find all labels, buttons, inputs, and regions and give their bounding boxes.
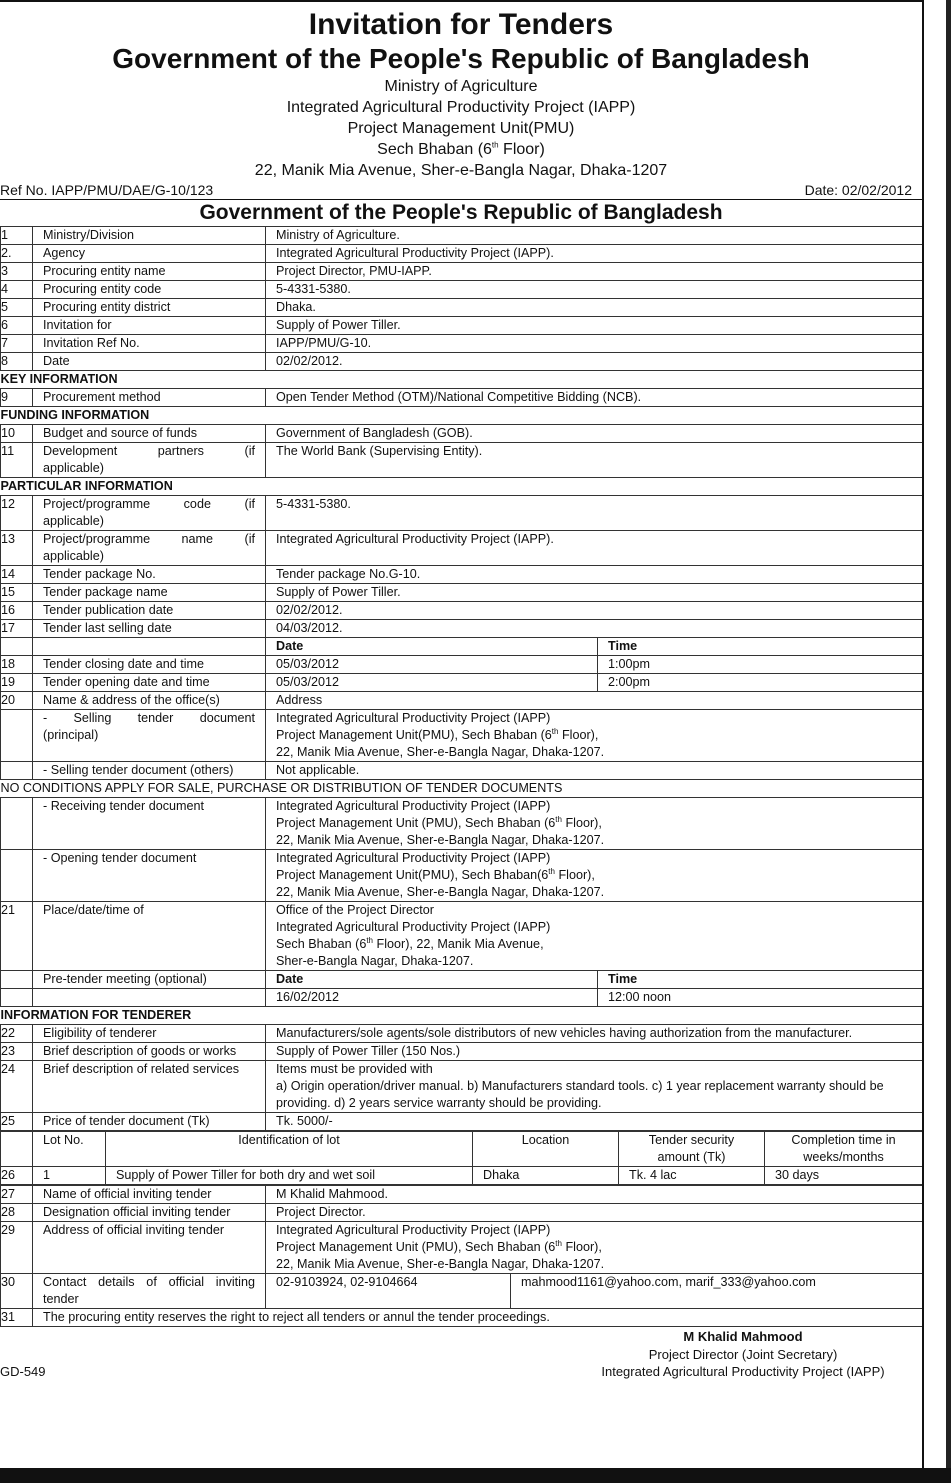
lot-location: Dhaka bbox=[473, 1167, 619, 1185]
section-funding-label: FUNDING INFORMATION bbox=[1, 407, 923, 425]
row-label: Date bbox=[33, 353, 266, 371]
lot-header-row bbox=[1, 1132, 923, 1167]
table-row: 3 Procuring entity name Project Director, PMU-IAPP. bbox=[1, 263, 923, 281]
lot-no: 1 bbox=[33, 1167, 106, 1185]
row-value: 04/03/2012. bbox=[266, 620, 923, 638]
row-label: Tender publication date bbox=[33, 602, 266, 620]
table-row: 15 Tender package name Supply of Power Tiller. bbox=[1, 584, 923, 602]
address-value: Integrated Agricultural Productivity Project (IAPP) Project Management Unit(PMU), Sech Bhaban (6th Floor), 22, Manik Mia Avenue, Sher-e-Bangla Nagar, Dhaka-1207. bbox=[266, 710, 923, 762]
address: 22, Manik Mia Avenue, Sher-e-Bangla Nagar, Dhaka-1207 bbox=[254, 162, 668, 179]
row-label: Tender package No. bbox=[33, 566, 266, 584]
row-label: Procuring entity district bbox=[33, 299, 266, 317]
row-label: Invitation for bbox=[33, 317, 266, 335]
opening-time: 2:00pm bbox=[598, 674, 923, 692]
row-value: 02/02/2012. bbox=[266, 602, 923, 620]
table-row: 29 Address of official inviting tender Integrated Agricultural Productivity Project (IAPP) Project Management Unit (PMU), Sech Bhaban (6th Floor), 22, Manik Mia Avenue, Sher-e-Bangla Nagar, Dhaka-1207. bbox=[1, 1222, 923, 1274]
notice-date: Date: 02/02/2012 bbox=[804, 182, 912, 198]
row-label: - Selling tender document (principal) bbox=[33, 710, 266, 762]
selling-principal-row bbox=[1, 710, 923, 762]
lot-table bbox=[0, 1131, 923, 1185]
table-row: 2. Agency Integrated Agricultural Productivity Project (IAPP). bbox=[1, 245, 923, 263]
location-header: Location bbox=[473, 1132, 619, 1167]
signatory-project: Integrated Agricultural Productivity Project (IAPP) bbox=[601, 1364, 885, 1379]
government-title: Government of the People's Republic of Bangladesh bbox=[112, 43, 810, 74]
receiving-row: - Receiving tender document Integrated Agricultural Productivity Project (IAPP) Project Management Unit (PMU), Sech Bhaban (6th Floor), 22, Manik Mia Avenue, Sher-e-Bangla Nagar, Dhaka-1207. bbox=[1, 798, 923, 850]
row-label: Name & address of the office(s) bbox=[33, 692, 266, 710]
section-conditions-label: NO CONDITIONS APPLY FOR SALE, PURCHASE OR DISTRIBUTION OF TENDER DOCUMENTS bbox=[1, 780, 923, 798]
row-label: Procurement method bbox=[33, 389, 266, 407]
signature-block bbox=[0, 1327, 922, 1385]
row-value: Address bbox=[266, 692, 923, 710]
row-value: Government of Bangladesh (GOB). bbox=[266, 425, 923, 443]
row-value: 02/02/2012. bbox=[266, 353, 923, 371]
lot-identification: Supply of Power Tiller for both dry and wet soil bbox=[106, 1167, 473, 1185]
lot-completion: 30 days bbox=[765, 1167, 923, 1185]
lot-no-header: Lot No. bbox=[33, 1132, 106, 1167]
row-label: Tender package name bbox=[33, 584, 266, 602]
reference-line bbox=[0, 181, 922, 199]
pretender-time: 12:00 noon bbox=[598, 989, 923, 1007]
address-value: Office of the Project Director Integrated Agricultural Productivity Project (IAPP) Sech Bhaban (6th Floor), 22, Manik Mia Avenue, Sher-e-Bangla Nagar, Dhaka-1207. bbox=[266, 902, 923, 971]
closing-date: 05/03/2012 bbox=[266, 656, 598, 674]
table-row: 12 Project/programme code (if applicable) 5-4331-5380. bbox=[1, 496, 923, 531]
table-row: 4 Procuring entity code 5-4331-5380. bbox=[1, 281, 923, 299]
bottom-border bbox=[0, 1468, 951, 1483]
signatory-title: Project Director (Joint Secretary) bbox=[648, 1347, 838, 1362]
section-particular bbox=[1, 478, 923, 496]
identification-header: Identification of lot bbox=[106, 1132, 473, 1167]
row-label: Procuring entity name bbox=[33, 263, 266, 281]
project: Integrated Agricultural Productivity Project (IAPP) bbox=[286, 99, 636, 116]
pretender-date: 16/02/2012 bbox=[266, 989, 598, 1007]
row-label: Project/programme name (if applicable) bbox=[33, 531, 266, 566]
pretender-row bbox=[1, 989, 923, 1007]
table-row: 25 Price of tender document (Tk) Tk. 5000/- bbox=[1, 1113, 923, 1131]
row-value: Project Director, PMU-IAPP. bbox=[266, 263, 923, 281]
row-value: Supply of Power Tiller. bbox=[266, 317, 923, 335]
row-value: Manufacturers/sole agents/sole distributors of new vehicles having authorization from the manufacturer. bbox=[266, 1025, 923, 1043]
row-label: Agency bbox=[33, 245, 266, 263]
table-row: 11 Development partners (if applicable) The World Bank (Supervising Entity). bbox=[1, 443, 923, 478]
opening-row: - Opening tender document Integrated Agricultural Productivity Project (IAPP) Project Management Unit(PMU), Sech Bhaban(6th Floor), 22, Manik Mia Avenue, Sher-e-Bangla Nagar, Dhaka-1207. bbox=[1, 850, 923, 902]
row-value: Integrated Agricultural Productivity Project (IAPP). bbox=[266, 531, 923, 566]
table-row: 6 Invitation for Supply of Power Tiller. bbox=[1, 317, 923, 335]
row-label: Invitation Ref No. bbox=[33, 335, 266, 353]
table-row: 31 The procuring entity reserves the right to reject all tenders or annul the tender proceedings. bbox=[1, 1309, 923, 1327]
table-row: 1 Ministry/Division Ministry of Agriculture. bbox=[1, 227, 923, 245]
building: Sech Bhaban (6th Floor) bbox=[377, 140, 545, 158]
tender-table bbox=[0, 226, 923, 1131]
row-value: 5-4331-5380. bbox=[266, 281, 923, 299]
table-row: 21 Place/date/time of Office of the Project Director Integrated Agricultural Productivity Project (IAPP) Sech Bhaban (6th Floor), 22, Manik Mia Avenue, Sher-e-Bangla Nagar, Dhaka-1207. bbox=[1, 902, 923, 971]
datetime-header bbox=[1, 638, 923, 656]
address-value: Integrated Agricultural Productivity Project (IAPP) Project Management Unit(PMU), Sech Bhaban(6th Floor), 22, Manik Mia Avenue, Sher-e-Bangla Nagar, Dhaka-1207. bbox=[266, 850, 923, 902]
row-label: Tender last selling date bbox=[33, 620, 266, 638]
row-label: Brief description of goods or works bbox=[33, 1043, 266, 1061]
security-header: Tender security amount (Tk) bbox=[619, 1132, 765, 1167]
time-header: Time bbox=[598, 638, 923, 656]
opening-date: 05/03/2012 bbox=[266, 674, 598, 692]
section-particular-label: PARTICULAR INFORMATION bbox=[1, 478, 923, 496]
row-value: Supply of Power Tiller (150 Nos.) bbox=[266, 1043, 923, 1061]
row-label: Price of tender document (Tk) bbox=[33, 1113, 266, 1131]
signatory-name: M Khalid Mahmood bbox=[683, 1329, 803, 1344]
row-label: Development partners (if applicable) bbox=[33, 443, 266, 478]
row-value: IAPP/PMU/G-10. bbox=[266, 335, 923, 353]
table-row: 22 Eligibility of tenderer Manufacturers/sole agents/sole distributors of new vehicles having authorization from the manufacturer. bbox=[1, 1025, 923, 1043]
table-row: 16 Tender publication date 02/02/2012. bbox=[1, 602, 923, 620]
header bbox=[0, 8, 922, 181]
row-value: Ministry of Agriculture. bbox=[266, 227, 923, 245]
row-label: Ministry/Division bbox=[33, 227, 266, 245]
phone: 02-9103924, 02-9104664 bbox=[266, 1274, 511, 1309]
section-key bbox=[1, 371, 923, 389]
unit: Project Management Unit(PMU) bbox=[347, 120, 575, 137]
row-value: Supply of Power Tiller. bbox=[266, 584, 923, 602]
row-value: Integrated Agricultural Productivity Project (IAPP). bbox=[266, 245, 923, 263]
section-key-label: KEY INFORMATION bbox=[1, 371, 923, 389]
lot-row: 26 1 Supply of Power Tiller for both dry and wet soil Dhaka Tk. 4 lac 30 days bbox=[1, 1167, 923, 1185]
section-info-label: INFORMATION FOR TENDERER bbox=[1, 1007, 923, 1025]
table-row: 24 Brief description of related services Items must be provided with a) Origin operation/driver manual. b) Manufacturers standard tools. c) 1 year replacement warranty should be providing. d) 2 years service warranty should be providing. bbox=[1, 1061, 923, 1113]
table-row: 9 Procurement method Open Tender Method (OTM)/National Competitive Bidding (NCB). bbox=[1, 389, 923, 407]
row-value: Tender package No.G-10. bbox=[266, 566, 923, 584]
table-row: 18 Tender closing date and time 05/03/2012 1:00pm bbox=[1, 656, 923, 674]
date-header: Date bbox=[266, 638, 598, 656]
row-value: 5-4331-5380. bbox=[266, 496, 923, 531]
table-row: 30 Contact details of official inviting tender 02-9103924, 02-9104664 mahmood1161@yahoo.com, marif_333@yahoo.com bbox=[1, 1274, 923, 1309]
row-label: Budget and source of funds bbox=[33, 425, 266, 443]
row-value: Tk. 5000/- bbox=[266, 1113, 923, 1131]
row-value: Open Tender Method (OTM)/National Competitive Bidding (NCB). bbox=[266, 389, 923, 407]
row-value: The World Bank (Supervising Entity). bbox=[266, 443, 923, 478]
table-row: 28 Designation official inviting tender Project Director. bbox=[1, 1204, 923, 1222]
pretender-header: Pre-tender meeting (optional) Date Time bbox=[1, 971, 923, 989]
table-row: 14 Tender package No. Tender package No.G-10. bbox=[1, 566, 923, 584]
address-value: Integrated Agricultural Productivity Project (IAPP) Project Management Unit (PMU), Sech Bhaban (6th Floor), 22, Manik Mia Avenue, Sher-e-Bangla Nagar, Dhaka-1207. bbox=[266, 798, 923, 850]
row-label: Contact details of official inviting tender bbox=[33, 1274, 266, 1309]
email: mahmood1161@yahoo.com, marif_333@yahoo.com bbox=[511, 1274, 923, 1309]
selling-others-row: - Selling tender document (others) Not applicable. bbox=[1, 762, 923, 780]
section-info bbox=[1, 1007, 923, 1025]
notice-title: Invitation for Tenders bbox=[308, 8, 614, 41]
ref-no: Ref No. IAPP/PMU/DAE/G-10/123 bbox=[0, 182, 214, 198]
table-row: 19 Tender opening date and time 05/03/2012 2:00pm bbox=[1, 674, 923, 692]
table-row: 20 Name & address of the office(s) Address bbox=[1, 692, 923, 710]
official-table bbox=[0, 1185, 923, 1327]
row-label: Project/programme code (if applicable) bbox=[33, 496, 266, 531]
table-row: 27 Name of official inviting tender M Khalid Mahmood. bbox=[1, 1186, 923, 1204]
table-row: 8 Date 02/02/2012. bbox=[1, 353, 923, 371]
table-row: 5 Procuring entity district Dhaka. bbox=[1, 299, 923, 317]
gd-number: GD-549 bbox=[0, 1364, 46, 1379]
section-funding bbox=[1, 407, 923, 425]
closing-time: 1:00pm bbox=[598, 656, 923, 674]
row-value: Items must be provided with a) Origin operation/driver manual. b) Manufacturers standard tools. c) 1 year replacement warranty should be providing. d) 2 years service warranty should be providing. bbox=[266, 1061, 923, 1113]
address-value: Integrated Agricultural Productivity Project (IAPP) Project Management Unit (PMU), Sech Bhaban (6th Floor), 22, Manik Mia Avenue, Sher-e-Bangla Nagar, Dhaka-1207. bbox=[266, 1222, 923, 1274]
table-row: 10 Budget and source of funds Government of Bangladesh (GOB). bbox=[1, 425, 923, 443]
table-title: Government of the People's Republic of Bangladesh bbox=[0, 199, 922, 226]
section-conditions bbox=[1, 780, 923, 798]
row-label: Eligibility of tenderer bbox=[33, 1025, 266, 1043]
ministry: Ministry of Agriculture bbox=[384, 78, 538, 95]
margin-strip bbox=[946, 0, 951, 1483]
table-row: 13 Project/programme name (if applicable) Integrated Agricultural Productivity Project (IAPP). bbox=[1, 531, 923, 566]
table-row: 17 Tender last selling date 04/03/2012. bbox=[1, 620, 923, 638]
completion-header: Completion time in weeks/months bbox=[765, 1132, 923, 1167]
table-row: 7 Invitation Ref No. IAPP/PMU/G-10. bbox=[1, 335, 923, 353]
row-label: Procuring entity code bbox=[33, 281, 266, 299]
lot-security: Tk. 4 lac bbox=[619, 1167, 765, 1185]
table-row: 23 Brief description of goods or works Supply of Power Tiller (150 Nos.) bbox=[1, 1043, 923, 1061]
row-value: Dhaka. bbox=[266, 299, 923, 317]
